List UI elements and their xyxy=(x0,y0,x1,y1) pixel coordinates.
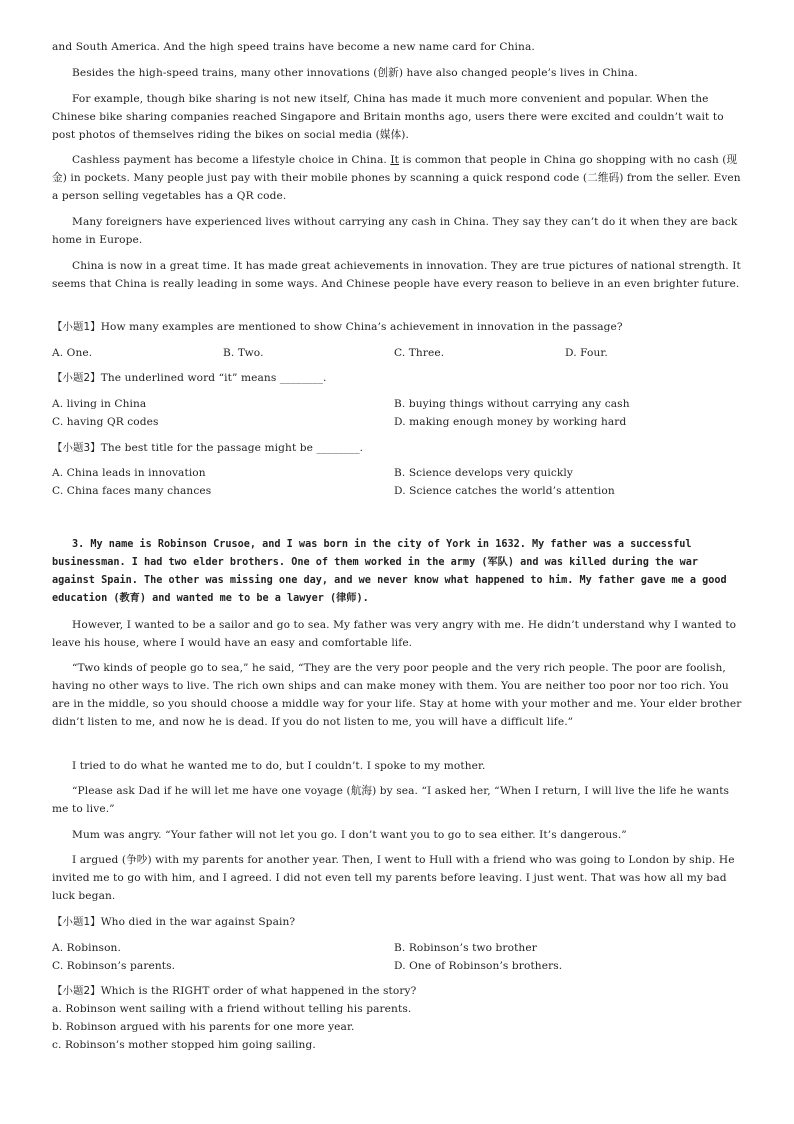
question-label: 【小题1】 xyxy=(52,916,101,928)
question-label: 【小题3】 xyxy=(52,442,101,454)
text-span: Cashless payment has become a lifestyle choice in China. xyxy=(72,154,391,166)
option-a[interactable]: A. Robinson. xyxy=(52,942,121,954)
question-text: The underlined word “it” means ________. xyxy=(100,372,327,384)
passage-line: and South America. And the high speed trains have become a new name card for China. xyxy=(52,41,535,53)
options-row xyxy=(52,413,752,431)
options-row xyxy=(52,939,752,957)
option-b[interactable]: B. Robinson’s two brother xyxy=(394,942,537,954)
option-c[interactable]: C. Robinson’s parents. xyxy=(52,960,176,972)
option-a[interactable]: A. China leads in innovation xyxy=(52,467,206,479)
event-item: b. Robinson argued with his parents for one more year. xyxy=(52,1021,355,1033)
options-row xyxy=(52,344,752,362)
options-row xyxy=(52,395,752,413)
passage-paragraph: For example, though bike sharing is not new itself, China has made it much more convenient and popular. When the Chinese bike sharing companies reached Singapore and Britain months ago, users there were excited and couldn’t wait to post photos of themselves riding the bikes on social media (媒体). xyxy=(52,93,724,141)
underlined-word: It xyxy=(390,154,399,166)
passage-paragraph: “Two kinds of people go to sea,” he said, “They are the very poor people and the very rich people. The poor are foolish, having no other ways to live. The rich own ships and can make money with them. You are neither too poor nor too rich. You are in the middle, so you should choose a middle way for your life. Stay at home with your mother and me. Your elder brother didn’t listen to me, and now he is dead. If you do not listen to me, you will have a difficult life.” xyxy=(52,662,742,728)
question-stem xyxy=(52,982,744,1000)
passage-paragraph: Many foreigners have experienced lives without carrying any cash in China. They say they can’t do it when they are back home in Europe. xyxy=(52,216,738,246)
question-stem xyxy=(52,318,744,336)
options-row xyxy=(52,957,752,975)
question-text: The best title for the passage might be ________. xyxy=(100,442,364,454)
passage-paragraph: I argued (争吵) with my parents for another year. Then, I went to Hull with a friend who was going to London by ship. He invited me to go with him, and I agreed. I did not even tell my parents before leaving. I just went. That was how all my bad luck began. xyxy=(52,854,735,902)
passage-paragraph: I tried to do what he wanted me to do, but I couldn’t. I spoke to my mother. xyxy=(72,760,486,772)
option-c[interactable]: C. having QR codes xyxy=(52,416,159,428)
passage-paragraph xyxy=(52,151,744,205)
option-c[interactable]: C. Three. xyxy=(394,347,445,359)
passage-paragraph: “Please ask Dad if he will let me have one voyage (航海) by sea. “I asked her, “When I return, I will live the life he wants me to live.” xyxy=(52,785,730,815)
passage-paragraph: Mum was angry. “Your father will not let you go. I don’t want you to go to sea either. It’s dangerous.” xyxy=(72,829,627,841)
question-stem xyxy=(52,913,744,931)
passage-paragraph: Besides the high-speed trains, many other innovations (创新) have also changed people’s lives in China. xyxy=(72,67,638,79)
event-item: a. Robinson went sailing with a friend without telling his parents. xyxy=(52,1003,412,1015)
question-label: 【小题2】 xyxy=(52,372,101,384)
option-d[interactable]: D. making enough money by working hard xyxy=(394,416,627,428)
question-stem xyxy=(52,369,744,387)
option-a[interactable]: A. living in China xyxy=(52,398,147,410)
option-b[interactable]: B. Two. xyxy=(223,347,264,359)
question-label: 【小题1】 xyxy=(52,321,101,333)
passage-intro: 3. My name is Robinson Crusoe, and I was born in the city of York in 1632. My father was a successful businessman. I had two elder brothers. One of them worked in the army (军队) and was killed during the war against Spain. The other was missing one day, and we never know what happened to him. My father gave me a good education (教育) and wanted me to be a lawyer (律师). xyxy=(52,539,727,604)
option-c[interactable]: C. China faces many chances xyxy=(52,485,212,497)
option-b[interactable]: B. buying things without carrying any cash xyxy=(394,398,630,410)
passage-paragraph: However, I wanted to be a sailor and go to sea. My father was very angry with me. He didn’t understand why I wanted to leave his house, where I would have an easy and comfortable life. xyxy=(52,619,737,649)
option-a[interactable]: A. One. xyxy=(52,347,93,359)
text-span: is common that people in China go shopping with no cash (现金) in pockets. Many people just pay with their mobile phones by scanning a quick respond code (二维码) from the seller. Even a person selling vegetables has a QR code. xyxy=(52,154,741,202)
question-text: Who died in the war against Spain? xyxy=(100,916,296,928)
question-text: Which is the RIGHT order of what happened in the story? xyxy=(100,985,417,997)
question-label: 【小题2】 xyxy=(52,985,101,997)
question-stem xyxy=(52,439,744,457)
options-row xyxy=(52,482,752,500)
question-text: How many examples are mentioned to show China’s achievement in innovation in the passage? xyxy=(100,321,623,333)
option-d[interactable]: D. Four. xyxy=(565,347,608,359)
options-row xyxy=(52,464,752,482)
option-b[interactable]: B. Science develops very quickly xyxy=(394,467,574,479)
passage-paragraph: China is now in a great time. It has made great achievements in innovation. They are true pictures of national strength. It seems that China is really leading in some ways. And Chinese people have every reason to believe in an even brighter future. xyxy=(52,260,741,290)
event-item: c. Robinson’s mother stopped him going sailing. xyxy=(52,1039,316,1051)
option-d[interactable]: D. Science catches the world’s attention xyxy=(394,485,615,497)
option-d[interactable]: D. One of Robinson’s brothers. xyxy=(394,960,563,972)
